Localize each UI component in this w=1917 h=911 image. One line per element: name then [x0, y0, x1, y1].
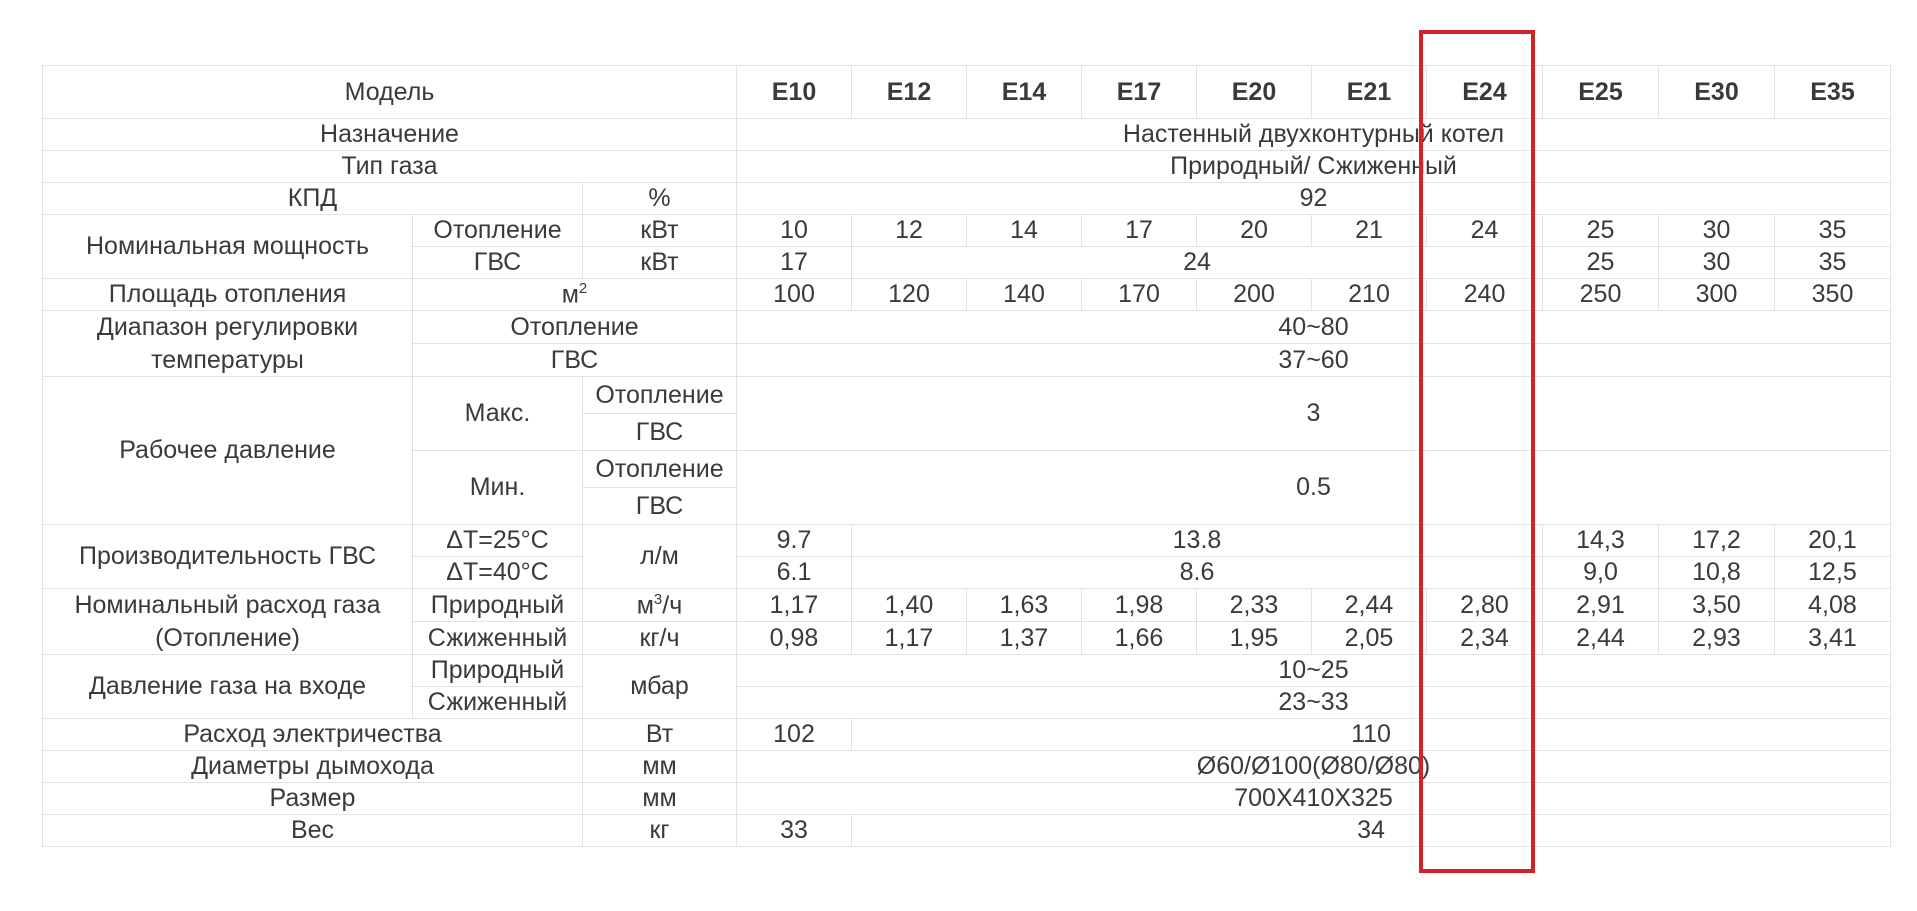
table-row [43, 815, 1891, 847]
table-cell: 1,66 [1082, 622, 1197, 655]
table-cell: 3,41 [1775, 622, 1891, 655]
table-cell: 9.7 [737, 525, 852, 557]
flue-diameter-value: Ø60/Ø100(Ø80/Ø80) [737, 751, 1891, 783]
model-e21: E21 [1312, 66, 1427, 119]
table-row [43, 311, 1891, 344]
gas-consumption-lpg-label: Сжиженный [413, 622, 583, 655]
nominal-power-dhw-label: ГВС [413, 247, 583, 279]
table-row [43, 783, 1891, 815]
dhw-capacity-label: Производительность ГВС [43, 525, 413, 589]
table-cell: 12,5 [1775, 557, 1891, 589]
table-cell: 1,37 [967, 622, 1082, 655]
table-cell: 34 [852, 815, 1891, 847]
table-cell: 10 [737, 215, 852, 247]
table-cell: 200 [1197, 279, 1312, 311]
weight-unit: кг [583, 815, 737, 847]
model-e17: E17 [1082, 66, 1197, 119]
dhw-capacity-dt40-label: ΔT=40°C [413, 557, 583, 589]
nominal-power-heating-label: Отопление [413, 215, 583, 247]
inlet-pressure-lpg-value: 23~33 [737, 687, 1891, 719]
table-cell: 14,3 [1543, 525, 1659, 557]
table-row [43, 215, 1891, 247]
table-cell: 35 [1775, 215, 1891, 247]
table-cell: 2,93 [1659, 622, 1775, 655]
efficiency-value: 92 [737, 183, 1891, 215]
unit-tail: /ч [662, 591, 683, 620]
working-pressure-max-value: 3 [737, 377, 1891, 451]
working-pressure-min-value: 0.5 [737, 451, 1891, 525]
inlet-pressure-lpg-label: Сжиженный [413, 687, 583, 719]
table-row [43, 589, 1891, 622]
table-cell: 33 [737, 815, 852, 847]
efficiency-label: КПД [43, 183, 583, 215]
unit-base: м [561, 280, 579, 309]
table-cell: 170 [1082, 279, 1197, 311]
table-cell: 2,44 [1543, 622, 1659, 655]
table-cell: 2,05 [1312, 622, 1427, 655]
table-cell: 0,98 [737, 622, 852, 655]
efficiency-unit: % [583, 183, 737, 215]
table-cell: 1,63 [967, 589, 1082, 622]
heating-area-label: Площадь отопления [43, 279, 413, 311]
table-row [43, 751, 1891, 783]
table-cell: 2,34 [1427, 622, 1543, 655]
table-row [43, 719, 1891, 751]
table-row [43, 183, 1891, 215]
purpose-value: Настенный двухконтурный котел [737, 119, 1891, 151]
table-cell: 102 [737, 719, 852, 751]
inlet-pressure-unit: мбар [583, 655, 737, 719]
gas-type-value: Природный/ Сжиженный [737, 151, 1891, 183]
heating-area-unit [413, 279, 737, 311]
table-cell: 1,40 [852, 589, 967, 622]
power-consumption-unit: Вт [583, 719, 737, 751]
table-cell: 17 [1082, 215, 1197, 247]
inlet-pressure-natural-value: 10~25 [737, 655, 1891, 687]
table-cell: 21 [1312, 215, 1427, 247]
gas-consumption-natural-label: Природный [413, 589, 583, 622]
table-cell: 210 [1312, 279, 1427, 311]
table-cell: 25 [1543, 215, 1659, 247]
model-e12: E12 [852, 66, 967, 119]
table-cell: 12 [852, 215, 967, 247]
table-row [43, 377, 1891, 414]
flue-diameter-label: Диаметры дымохода [43, 751, 583, 783]
table-cell: 2,33 [1197, 589, 1312, 622]
dhw-capacity-dt25-label: ΔT=25°C [413, 525, 583, 557]
table-cell: 140 [967, 279, 1082, 311]
size-unit: мм [583, 783, 737, 815]
table-cell: 1,98 [1082, 589, 1197, 622]
working-pressure-max-heating-label: Отопление [583, 377, 737, 414]
model-e14: E14 [967, 66, 1082, 119]
temp-range-dhw-value: 37~60 [737, 344, 1891, 377]
table-cell: 8.6 [852, 557, 1543, 589]
table-cell: 20,1 [1775, 525, 1891, 557]
table-cell: 13.8 [852, 525, 1543, 557]
working-pressure-min-dhw-label: ГВС [583, 488, 737, 525]
table-cell: 24 [1427, 215, 1543, 247]
model-e24: E24 [1427, 66, 1543, 119]
specification-table [42, 65, 1891, 847]
table-cell: 250 [1543, 279, 1659, 311]
unit-superscript: 3 [653, 590, 663, 608]
table-row [43, 151, 1891, 183]
table-cell: 17,2 [1659, 525, 1775, 557]
model-e35: E35 [1775, 66, 1891, 119]
gas-type-label: Тип газа [43, 151, 737, 183]
temp-range-dhw-label: ГВС [413, 344, 737, 377]
model-e25: E25 [1543, 66, 1659, 119]
weight-label: Вес [43, 815, 583, 847]
table-cell: 35 [1775, 247, 1891, 279]
table-cell: 17 [737, 247, 852, 279]
nominal-power-label: Номинальная мощность [43, 215, 413, 279]
table-cell: 1,17 [737, 589, 852, 622]
table-cell: 14 [967, 215, 1082, 247]
model-header-label: Модель [43, 66, 737, 119]
gas-consumption-lpg-unit: кг/ч [583, 622, 737, 655]
model-e30: E30 [1659, 66, 1775, 119]
working-pressure-min-heating-label: Отопление [583, 451, 737, 488]
size-label: Размер [43, 783, 583, 815]
table-cell: 1,17 [852, 622, 967, 655]
table-cell: 1,95 [1197, 622, 1312, 655]
table-cell: 350 [1775, 279, 1891, 311]
model-e20: E20 [1197, 66, 1312, 119]
table-cell: 4,08 [1775, 589, 1891, 622]
nominal-power-heating-unit: кВт [583, 215, 737, 247]
table-cell: 9,0 [1543, 557, 1659, 589]
table-cell: 30 [1659, 247, 1775, 279]
temp-range-heating-value: 40~80 [737, 311, 1891, 344]
model-e10: E10 [737, 66, 852, 119]
working-pressure-max-label: Макс. [413, 377, 583, 451]
working-pressure-min-label: Мин. [413, 451, 583, 525]
unit-superscript: 2 [578, 280, 588, 298]
power-consumption-label: Расход электричества [43, 719, 583, 751]
table-cell: 10,8 [1659, 557, 1775, 589]
table-row [43, 279, 1891, 311]
temp-range-heating-label: Отопление [413, 311, 737, 344]
table-header-row [43, 66, 1891, 119]
table-cell: 120 [852, 279, 967, 311]
table-cell: 6.1 [737, 557, 852, 589]
unit-base: м [636, 591, 654, 620]
inlet-pressure-natural-label: Природный [413, 655, 583, 687]
size-value: 700X410X325 [737, 783, 1891, 815]
nominal-power-dhw-unit: кВт [583, 247, 737, 279]
gas-consumption-natural-unit [583, 589, 737, 622]
table-cell: 25 [1543, 247, 1659, 279]
table-cell: 3,50 [1659, 589, 1775, 622]
table-row [43, 655, 1891, 687]
table-cell: 2,44 [1312, 589, 1427, 622]
inlet-pressure-label: Давление газа на входе [43, 655, 413, 719]
table-cell: 2,91 [1543, 589, 1659, 622]
table-cell: 2,80 [1427, 589, 1543, 622]
temp-range-label: Диапазон регулировки температуры [43, 311, 413, 377]
flue-diameter-unit: мм [583, 751, 737, 783]
purpose-label: Назначение [43, 119, 737, 151]
table-row [43, 525, 1891, 557]
gas-consumption-label: Номинальный расход газа (Отопление) [43, 589, 413, 655]
table-cell: 100 [737, 279, 852, 311]
table-cell: 300 [1659, 279, 1775, 311]
table-row [43, 119, 1891, 151]
dhw-capacity-unit: л/м [583, 525, 737, 589]
table-cell: 30 [1659, 215, 1775, 247]
table-cell: 240 [1427, 279, 1543, 311]
table-cell: 110 [852, 719, 1891, 751]
table-cell: 20 [1197, 215, 1312, 247]
working-pressure-label: Рабочее давление [43, 377, 413, 525]
table-cell: 24 [852, 247, 1543, 279]
working-pressure-max-dhw-label: ГВС [583, 414, 737, 451]
